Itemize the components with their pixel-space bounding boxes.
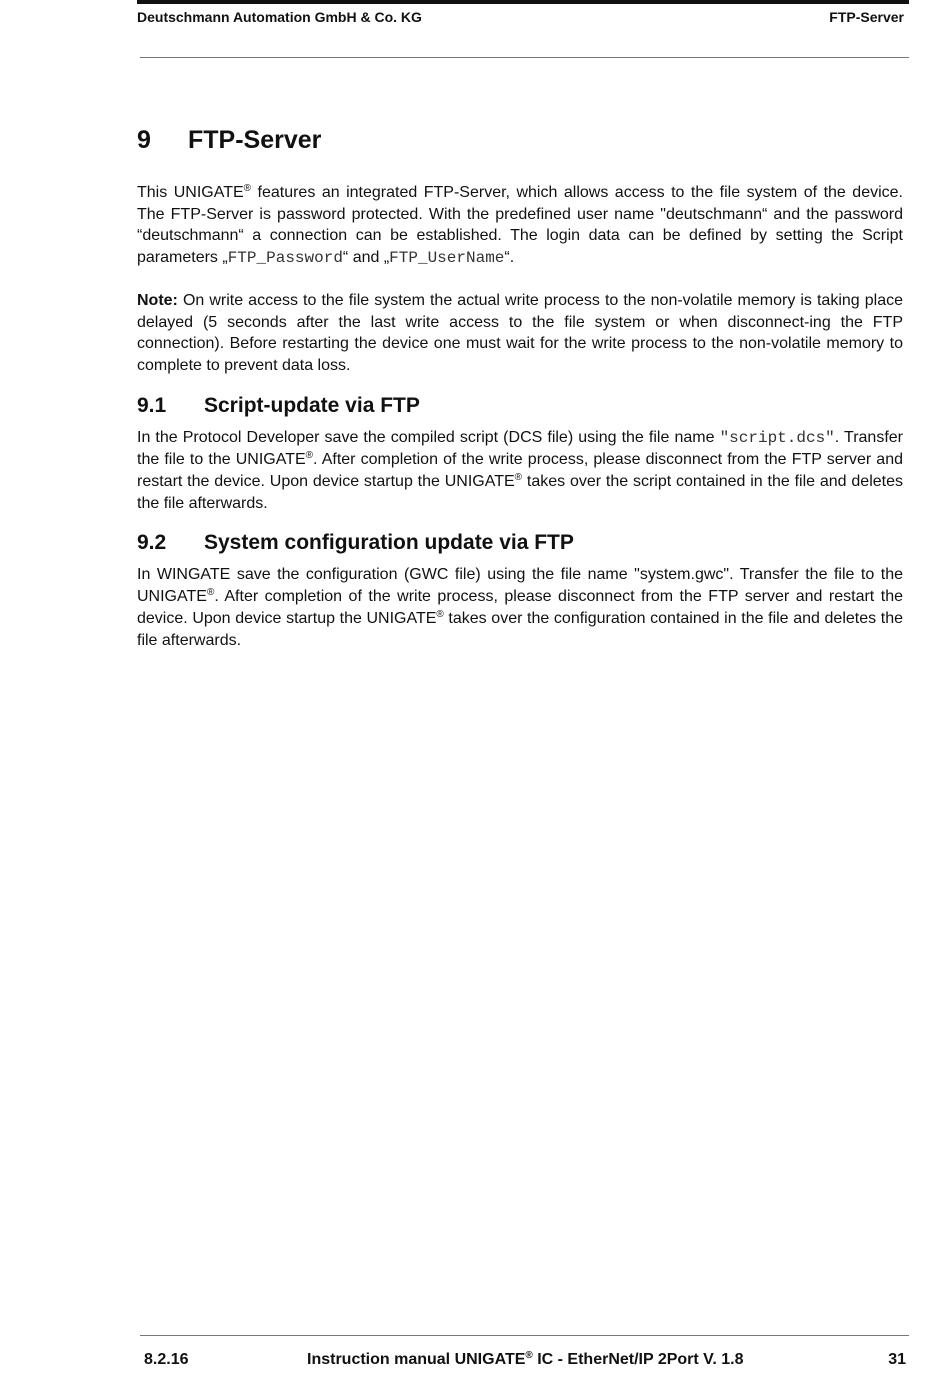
registered-mark: ® <box>514 472 523 484</box>
section-9-2-heading <box>137 528 903 558</box>
registered-mark: ® <box>243 183 252 194</box>
note-label: Note: <box>137 291 178 309</box>
registered-mark: ® <box>525 1350 533 1361</box>
section-9-number: 9 <box>137 126 151 154</box>
footer-manual-title: Instruction manual UNIGATE® IC - EtherNet/IP 2Port V. 1.8 <box>307 1350 744 1368</box>
section-9-2-title: System configuration update via FTP <box>204 531 574 555</box>
note-paragraph: Note: On write access to the file system the actual write process to the non-volatile memory is taking place delayed (5 seconds after the last write access to the file system or when disconnect-ing the FTP connection). Before restarting the device one must wait for the write process to the non-volatile memory to complete to prevent data loss. <box>137 291 903 374</box>
section-9-1-number: 9.1 <box>137 393 167 417</box>
footer-divider <box>140 1335 909 1336</box>
section-9-1-title: Script-update via FTP <box>204 393 420 417</box>
section-9-1-heading <box>137 391 903 421</box>
page-content <box>137 120 903 671</box>
header-company: Deutschmann Automation GmbH & Co. KG <box>137 9 422 25</box>
section-9-heading <box>137 120 903 160</box>
registered-mark: ® <box>206 587 215 599</box>
section-9-title: FTP-Server <box>188 126 322 154</box>
section-9-2-number: 9.2 <box>137 531 167 555</box>
param-ftp-password: FTP_Password <box>227 249 343 268</box>
section-9-1-paragraph: In the Protocol Developer save the compiled script (DCS file) using the file name "script.dcs". Transfer the file to the UNIGATE®. After completion of the write process, please disconnect from the FTP server and restart the device. Upon device startup the UNIGATE® takes over the script contained in the file and deletes the file afterwards. <box>137 428 903 512</box>
registered-mark: ® <box>305 450 314 462</box>
header-divider <box>140 57 909 58</box>
header-chapter: FTP-Server <box>829 9 904 25</box>
script-filename: "script.dcs" <box>719 428 835 447</box>
footer-date: 8.2.16 <box>144 1351 189 1368</box>
param-ftp-username: FTP_UserName <box>389 249 505 268</box>
footer-page-number: 31 <box>888 1351 906 1368</box>
section-9-intro-paragraph: This UNIGATE® features an integrated FTP-Server, which allows access to the file system of the device. The FTP-Server is password protected. With the predefined user name "deutschmann“ and the password “deutschmann“ a connection can be established. The login data can be defined by setting the Script parameters „FTP_Password“ and „FTP_UserName“. <box>137 183 903 268</box>
registered-mark: ® <box>436 608 444 620</box>
header-top-rule <box>137 0 909 4</box>
section-9-2-paragraph: In WINGATE save the configuration (GWC file) using the file name "system.gwc". Transfer the file to the UNIGATE®. After completion of the write process, please disconnect from the FTP server and restart the device. Upon device startup the UNIGATE® takes over the configuration contained in the file and deletes the file afterwards. <box>137 566 903 649</box>
